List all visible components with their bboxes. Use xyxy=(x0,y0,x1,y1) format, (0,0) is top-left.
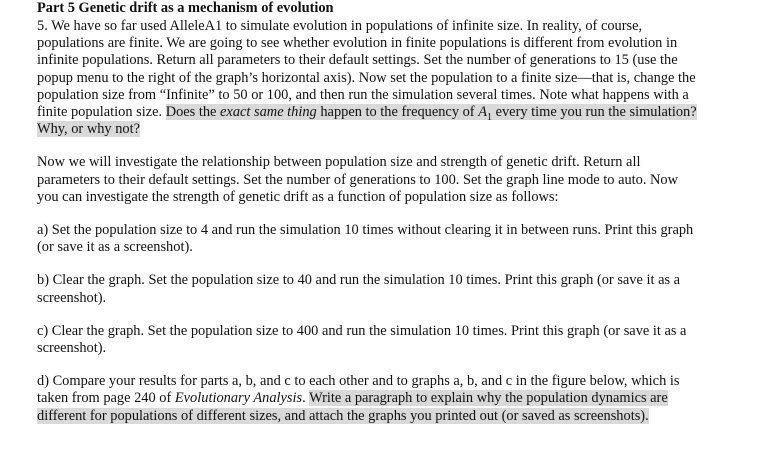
highlight-italic-text: exact same thing xyxy=(220,104,317,121)
section-title: Part 5 Genetic drift as a mechanism of evolution xyxy=(37,0,334,16)
part-c-paragraph: c) Clear the graph. Set the population size to 400 and run the simulation 10 times. Print this graph (or save it as a screenshot). xyxy=(37,322,687,357)
allele-variable: A xyxy=(478,104,487,121)
part-b-paragraph: b) Clear the graph. Set the population size to 40 and run the simulation 10 times. Print this graph (or save it as a screenshot). xyxy=(37,272,681,306)
document-body xyxy=(37,0,697,425)
question-5-paragraph xyxy=(37,18,697,138)
investigation-intro-paragraph: Now we will investigate the relationship between population size and strength of genetic drift. Return all parameters to their default settings. Set the number of generations to 100. Set the graph line mode to auto. Now you can investigate the strength of genetic drift as a function of population size as follows: xyxy=(37,154,679,205)
highlight-text-a: Does the xyxy=(165,104,221,121)
part-a-paragraph: a) Set the population size to 4 and run the simulation 10 times without clearing it in between runs. Print this graph (or save it as a screenshot). xyxy=(37,222,694,256)
part-d-paragraph xyxy=(37,373,697,425)
highlight-text-b: happen to the frequency of xyxy=(316,104,479,121)
part-d-highlight: Write a paragraph to explain why the population dynamics are different for populations of different sizes, and attach the graphs you printed out (or saved as screenshots). xyxy=(37,390,668,424)
question-5-text: 5. We have so far used AlleleA1 to simulate evolution in populations of infinite size. In reality, of course, populations are finite. We are going to see whether evolution in finite populations is different from evolution in infinite populations. Return all parameters to their default settings. Set the number of generations to 15 (use the popup menu to the right of the graph’s horizontal axis). Now set the population to a finite size—that is, change the population size from “Infinite” to 50 or 100, and then run the simulation several times. Note what happens with a finite population size. xyxy=(37,18,696,121)
highlight-text-c: every time you run the simulation? Why, or why not? xyxy=(37,104,697,138)
allele-subscript: 1 xyxy=(487,111,492,123)
part-d-text-2: . xyxy=(302,390,310,407)
part-d-text: d) Compare your results for parts a, b, and c to each other and to graphs a, b, and c in the figure below, which is taken from page 240 of xyxy=(37,373,680,407)
book-title: Evolutionary Analysis xyxy=(174,390,303,407)
